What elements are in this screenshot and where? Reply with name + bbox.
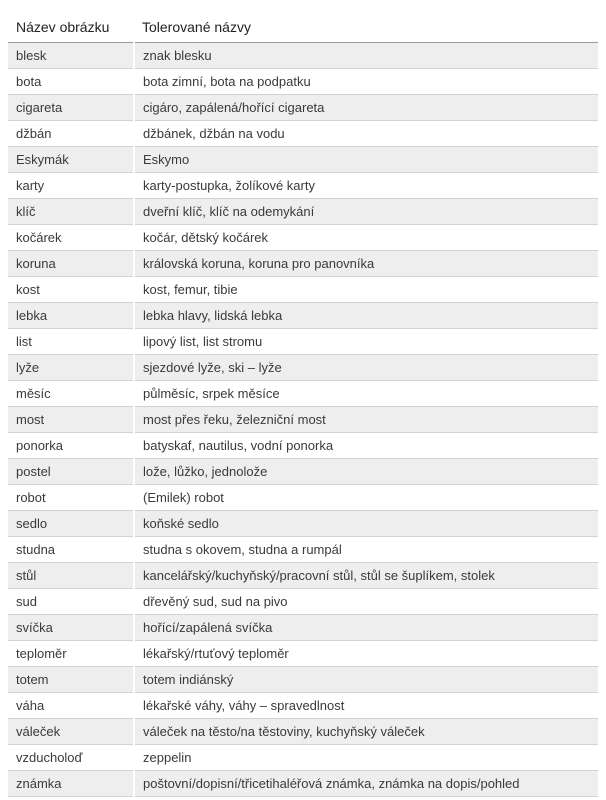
picture-name-cell: list xyxy=(8,329,134,355)
picture-name-cell: most xyxy=(8,407,134,433)
table-row xyxy=(8,615,598,641)
tolerated-names-cell: batyskaf, nautilus, vodní ponorka xyxy=(134,433,598,459)
tolerated-names-cell: totem indiánský xyxy=(134,667,598,693)
picture-names-table xyxy=(8,12,598,797)
picture-name-cell: teploměr xyxy=(8,641,134,667)
picture-name-cell: známka xyxy=(8,771,134,797)
table-row xyxy=(8,173,598,199)
tolerated-names-cell: lékařský/rtuťový teploměr xyxy=(134,641,598,667)
tolerated-names-cell: bota zimní, bota na podpatku xyxy=(134,69,598,95)
table-row xyxy=(8,589,598,615)
tolerated-names-cell: půlměsíc, srpek měsíce xyxy=(134,381,598,407)
picture-name-cell: lyže xyxy=(8,355,134,381)
picture-name-cell: džbán xyxy=(8,121,134,147)
table-row xyxy=(8,121,598,147)
table-row xyxy=(8,381,598,407)
picture-name-cell: váleček xyxy=(8,719,134,745)
table-row xyxy=(8,69,598,95)
column-header-tolerated-names: Tolerované názvy xyxy=(134,12,598,43)
picture-name-cell: svíčka xyxy=(8,615,134,641)
picture-name-cell: Eskymák xyxy=(8,147,134,173)
tolerated-names-cell: královská koruna, koruna pro panovníka xyxy=(134,251,598,277)
picture-name-cell: studna xyxy=(8,537,134,563)
picture-name-cell: vzducholoď xyxy=(8,745,134,771)
table-row xyxy=(8,537,598,563)
tolerated-names-cell: kancelářský/kuchyňský/pracovní stůl, stůl se šuplíkem, stolek xyxy=(134,563,598,589)
table-row xyxy=(8,667,598,693)
picture-name-cell: koruna xyxy=(8,251,134,277)
table-row xyxy=(8,745,598,771)
table-row xyxy=(8,199,598,225)
picture-name-cell: klíč xyxy=(8,199,134,225)
table-row xyxy=(8,693,598,719)
table-row xyxy=(8,485,598,511)
table-row xyxy=(8,459,598,485)
picture-name-cell: sud xyxy=(8,589,134,615)
tolerated-names-cell: džbánek, džbán na vodu xyxy=(134,121,598,147)
picture-name-cell: totem xyxy=(8,667,134,693)
table-row xyxy=(8,433,598,459)
column-header-picture-name: Název obrázku xyxy=(8,12,134,43)
tolerated-names-cell: lipový list, list stromu xyxy=(134,329,598,355)
table-row xyxy=(8,641,598,667)
tolerated-names-cell: váleček na těsto/na těstoviny, kuchyňský váleček xyxy=(134,719,598,745)
tolerated-names-cell: hořící/zapálená svíčka xyxy=(134,615,598,641)
table-row xyxy=(8,147,598,173)
tolerated-names-cell: studna s okovem, studna a rumpál xyxy=(134,537,598,563)
tolerated-names-cell: lože, lůžko, jednolože xyxy=(134,459,598,485)
picture-name-cell: karty xyxy=(8,173,134,199)
table-row xyxy=(8,225,598,251)
tolerated-names-cell: lékařské váhy, váhy – spravedlnost xyxy=(134,693,598,719)
picture-name-cell: robot xyxy=(8,485,134,511)
tolerated-names-cell: sjezdové lyže, ski – lyže xyxy=(134,355,598,381)
picture-name-cell: ponorka xyxy=(8,433,134,459)
picture-name-cell: váha xyxy=(8,693,134,719)
tolerated-names-cell: zeppelin xyxy=(134,745,598,771)
tolerated-names-cell: dřevěný sud, sud na pivo xyxy=(134,589,598,615)
table-row xyxy=(8,277,598,303)
table-row xyxy=(8,95,598,121)
table-row xyxy=(8,355,598,381)
picture-name-cell: kočárek xyxy=(8,225,134,251)
picture-name-cell: blesk xyxy=(8,43,134,69)
picture-name-cell: kost xyxy=(8,277,134,303)
tolerated-names-cell: kost, femur, tibie xyxy=(134,277,598,303)
tolerated-names-cell: most přes řeku, železniční most xyxy=(134,407,598,433)
tolerated-names-cell: lebka hlavy, lidská lebka xyxy=(134,303,598,329)
tolerated-names-cell: karty-postupka, žolíkové karty xyxy=(134,173,598,199)
tolerated-names-cell: znak blesku xyxy=(134,43,598,69)
tolerated-names-cell: Eskymo xyxy=(134,147,598,173)
tolerated-names-cell: koňské sedlo xyxy=(134,511,598,537)
tolerated-names-cell: dveřní klíč, klíč na odemykání xyxy=(134,199,598,225)
table-row xyxy=(8,251,598,277)
tolerated-names-cell: (Emilek) robot xyxy=(134,485,598,511)
table-row xyxy=(8,407,598,433)
table-row xyxy=(8,511,598,537)
table-row xyxy=(8,771,598,797)
table-header-row xyxy=(8,12,598,43)
table-row xyxy=(8,43,598,69)
table-row xyxy=(8,303,598,329)
picture-name-cell: lebka xyxy=(8,303,134,329)
table-body xyxy=(8,43,598,797)
table-row xyxy=(8,563,598,589)
picture-name-cell: bota xyxy=(8,69,134,95)
tolerated-names-cell: kočár, dětský kočárek xyxy=(134,225,598,251)
tolerated-names-cell: cigáro, zapálená/hořící cigareta xyxy=(134,95,598,121)
picture-name-cell: sedlo xyxy=(8,511,134,537)
table-header xyxy=(8,12,598,43)
picture-name-cell: postel xyxy=(8,459,134,485)
table-row xyxy=(8,329,598,355)
picture-name-cell: cigareta xyxy=(8,95,134,121)
tolerated-names-cell: poštovní/dopisní/třicetihaléřová známka, známka na dopis/pohled xyxy=(134,771,598,797)
table-row xyxy=(8,719,598,745)
picture-name-cell: měsíc xyxy=(8,381,134,407)
picture-name-cell: stůl xyxy=(8,563,134,589)
